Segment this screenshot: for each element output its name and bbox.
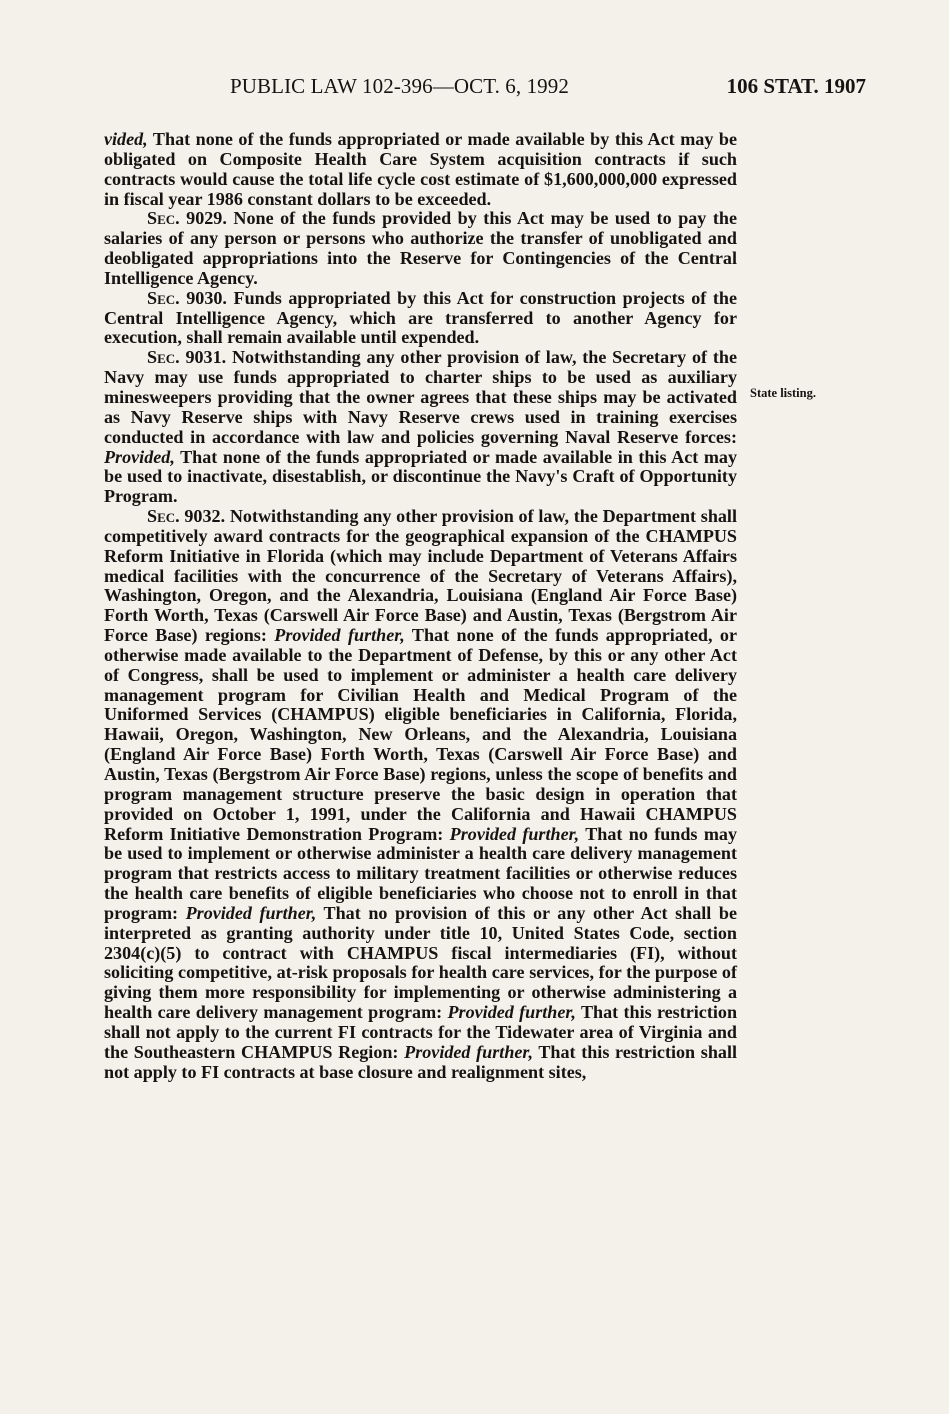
section-label: Sec. 9029. [147, 208, 227, 229]
paragraph-text: That this restriction shall not apply to FI contracts at base closure and realignment sites, [104, 1041, 737, 1082]
paragraph-text: That none of the funds appropriated or made available in this Act may be used to inactivate, disestablish, or discontinue the Navy's Craft of Opportunity Program. [104, 446, 737, 507]
proviso-italic: Provided, [104, 446, 175, 467]
paragraph-text: That none of the funds appropriated or made available by this Act may be obligated on Composite Health Care System acquisition contracts if such contracts would cause the total life cycle cost estimate of $1,600,000,000 expressed in fiscal year 1986 constant dollars to be exceeded. [104, 129, 737, 209]
proviso-italic: Provided further, [185, 902, 317, 923]
paragraph-text: Funds appropriated by this Act for construction projects of the Central Intelligence Agency, which are transferred to another Agency for execution, shall remain available until expended. [104, 287, 737, 348]
paragraph-text: That this restriction shall not apply to the current FI contracts for the Tidewater area of Virginia and the Southeastern CHAMPUS Region: [104, 1002, 738, 1062]
section-label: Sec. 9031. [147, 347, 227, 368]
paragraph-text: None of the funds provided by this Act may be used to pay the salaries of any person or persons who authorize the transfer of unobligated and deobligated appropriations into the Reserve for Contingencies of the Central Intelligence Agency. [104, 208, 737, 288]
section-9032 [104, 507, 737, 1082]
paragraph-text: Notwithstanding any other provision of law, the Department shall competitively award contracts for the geographical expansion of the CHAMPUS Reform Initiative in Florida (which may include Department of Veterans Affairs medical facilities with the concurrence of the Secretary of Veterans Affairs), Washington, Oregon, and the Alexandria, Louisiana (England Air Force Base) Forth Worth, Texas (Carswell Air Force Base) and Austin, Texas (Bergstrom Air Force Base) regions: [104, 506, 737, 646]
paragraph-text: That no funds may be used to implement or otherwise administer a health care delivery management program that restricts access to military treatment facilities or otherwise reduces the health care benefits of eligible beneficiaries who choose not to enroll in that program: [104, 823, 737, 923]
section-label: Sec. 9030. [147, 287, 227, 308]
paragraph-continuation [104, 130, 737, 209]
proviso-italic: Provided further, [449, 823, 580, 844]
section-9030 [104, 289, 737, 349]
paragraph-text: That no provision of this or any other Act shall be interpreted as granting authority under title 10, United States Code, section 2304(c)(5) to contract with CHAMPUS fiscal intermediaries (FI), without soliciting competitive, at-risk proposals for health care services, for the purpose of giving them more responsibility for implementing or otherwise administering a health care delivery management program: [104, 902, 737, 1023]
section-9031 [104, 348, 737, 507]
paragraph-text: Notwithstanding any other provision of law, the Secretary of the Navy may use funds appropriated to charter ships to be used as auxiliary minesweepers providing that the owner agrees that these ships may be activated as Navy Reserve ships with Navy Reserve crews used in training exercises conducted in accordance with law and policies governing Naval Reserve forces: [104, 347, 737, 447]
section-label: Sec. 9032. [147, 506, 226, 527]
body-text [104, 130, 737, 1083]
page-header [104, 74, 866, 106]
section-9029 [104, 209, 737, 288]
italic-lead: vided, [104, 129, 148, 149]
proviso-italic: Provided further, [274, 625, 405, 646]
proviso-italic: Provided further, [447, 1002, 576, 1023]
margin-note: State listing. [750, 386, 816, 400]
paragraph-text: That none of the funds appropriated, or otherwise made available to the Department of Defense, by this or any other Act of Congress, shall be used to implement or administer a health care delivery management program for Civilian Health and Medical Program of the Uniformed Services (CHAMPUS) eligible beneficiaries in California, Florida, Hawaii, Oregon, Washington, New Orleans, and the Alexandria, Louisiana (England Air Force Base) Forth Worth, Texas (Carswell Air Force Base) and Austin, Texas (Bergstrom Air Force Base) regions, unless the scope of benefits and program management structure preserve the basic design in operation that provided on October 1, 1991, under the California and Hawaii CHAMPUS Reform Initiative Demonstration Program: [104, 625, 737, 844]
law-title: PUBLIC LAW 102-396—OCT. 6, 1992 [230, 74, 569, 98]
proviso-italic: Provided further, [404, 1041, 533, 1062]
stat-citation: 106 STAT. 1907 [726, 74, 866, 98]
